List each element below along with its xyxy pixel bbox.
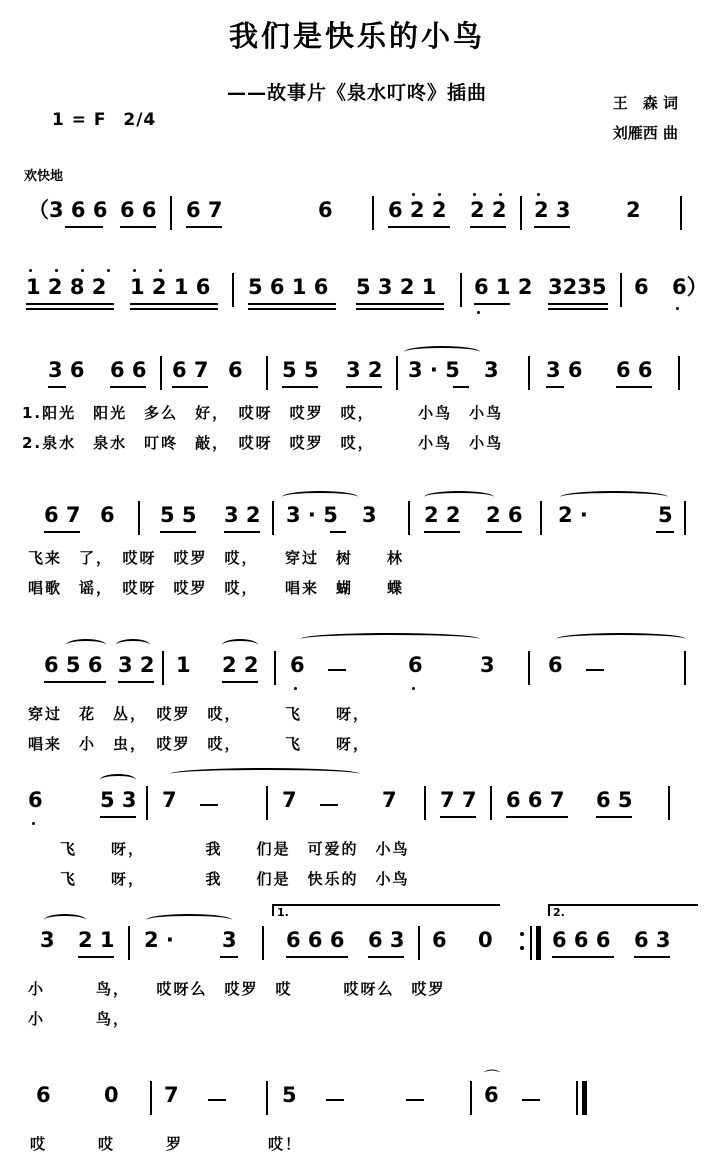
music-notes: 6 xyxy=(290,653,305,677)
music-notes: 3 2 xyxy=(224,503,261,527)
music-notes: 6 6 7 xyxy=(506,788,565,812)
music-notes: 3 xyxy=(362,503,377,527)
music-notes: 6 7 xyxy=(186,198,223,222)
first-ending-bracket xyxy=(272,904,500,919)
second-ending-bracket xyxy=(548,904,698,919)
music-notes: 7 xyxy=(282,788,297,812)
first-ending-label: 1. xyxy=(277,906,289,919)
lyric-line-2: 2.泉水 泉水 叮咚 敲， 哎呀 哎罗 哎， 小鸟 小鸟 xyxy=(22,434,504,452)
music-notes: 3 2 xyxy=(346,358,383,382)
system-verse-1 xyxy=(0,358,714,452)
music-notes: 6 2 2 xyxy=(388,198,447,222)
music-notes: 1 xyxy=(176,653,191,677)
lyric-line-1: 1.阳光 阳光 多么 好， 哎呀 哎罗 哎， 小鸟 小鸟 xyxy=(22,404,504,422)
music-notes: 6 3 xyxy=(634,928,671,952)
system-verse-2 xyxy=(0,503,714,597)
music-notes: 3 6 xyxy=(546,358,583,382)
music-notes: 5 6 1 6 xyxy=(248,275,329,299)
music-notes: 6 xyxy=(318,198,333,222)
lyric-line-2: 唱来 小 虫， 哎罗 哎， 飞 呀， xyxy=(28,735,371,753)
key-signature xyxy=(52,110,156,130)
music-notes: （3 6 6 xyxy=(28,198,108,222)
music-notes: 3 2 xyxy=(118,653,155,677)
lyric-line-1: 飞 呀， 我 们是 可爱的 小鸟 xyxy=(60,840,410,858)
music-notes: 6 xyxy=(36,1083,51,1107)
music-notes: 3 xyxy=(480,653,495,677)
music-notes: 7 7 xyxy=(440,788,477,812)
music-notes: 6 3 xyxy=(368,928,405,952)
music-notes: 6 7 xyxy=(44,503,81,527)
music-notes: 6 xyxy=(634,275,649,299)
music-notes: 3 xyxy=(40,928,55,952)
music-notes: 6 5 xyxy=(596,788,633,812)
lyric-line-1: 哎 哎 罗 哎！ xyxy=(30,1135,303,1153)
music-notes: 5 5 xyxy=(282,358,319,382)
music-notes: 2 1 xyxy=(78,928,115,952)
music-notes: 6 6 xyxy=(616,358,653,382)
music-notes: 6 1 2 xyxy=(474,275,533,299)
music-notes: 5 xyxy=(658,503,673,527)
music-notes: 6 xyxy=(408,653,423,677)
music-notes: 2 6 xyxy=(486,503,523,527)
music-notes: 6 6 6 xyxy=(286,928,345,952)
music-notes: 2 2 xyxy=(424,503,461,527)
music-notes: 0 xyxy=(104,1083,119,1107)
music-notes: 6 6 xyxy=(110,358,147,382)
music-notes: 1 2 8 2 xyxy=(26,275,107,299)
lyric-line-2: 唱歌 谣， 哎呀 哎罗 哎， 唱来 蝴 蝶 xyxy=(28,579,405,597)
music-notes: 2 2 xyxy=(222,653,259,677)
lyric-line-1: 飞来 了， 哎呀 哎罗 哎， 穿过 树 林 xyxy=(28,549,405,567)
music-notes: 7 xyxy=(164,1083,179,1107)
music-notes: 6 xyxy=(228,358,243,382)
music-notes: 5 3 2 1 xyxy=(356,275,437,299)
system-verse-5 xyxy=(0,906,714,1028)
second-ending-label: 2. xyxy=(553,906,565,919)
music-notes: 5 xyxy=(282,1083,297,1107)
lyric-line-1: 穿过 花 丛， 哎罗 哎， 飞 呀， xyxy=(28,705,371,723)
music-notes: 5 3 xyxy=(100,788,137,812)
system-verse-4 xyxy=(0,788,714,888)
music-notes: 2 · xyxy=(144,928,174,952)
music-notes: 6 6 6 xyxy=(552,928,611,952)
lyric-line-2: 飞 呀， 我 们是 快乐的 小鸟 xyxy=(60,870,410,888)
credit-composer: 刘雁西 曲 xyxy=(612,124,678,142)
music-notes: 2 xyxy=(626,198,641,222)
system-verse-6 xyxy=(0,1068,714,1153)
system-intro-1 xyxy=(0,198,714,222)
music-notes: 6 xyxy=(548,653,563,677)
music-notes: 0 xyxy=(478,928,493,952)
music-notes: 6 xyxy=(432,928,447,952)
music-notes: 6 7 xyxy=(172,358,209,382)
music-notes: 3 · 5 xyxy=(286,503,338,527)
music-notes: 2 2 xyxy=(470,198,507,222)
music-notes: 1 2 1 6 xyxy=(130,275,211,299)
music-notes: 6 xyxy=(28,788,43,812)
music-notes: 2 · xyxy=(558,503,588,527)
music-notes: 3 xyxy=(222,928,237,952)
credit-lyricist: 王 森 词 xyxy=(612,94,678,112)
key-signature-text: 1 = F xyxy=(52,110,107,130)
music-notes: 6 5 6 xyxy=(44,653,103,677)
system-intro-2 xyxy=(0,275,714,299)
lyric-line-1: 小 鸟， 哎呀么 哎罗 哎 哎呀么 哎罗 xyxy=(28,980,446,998)
tempo-marking: 欢快地 xyxy=(24,169,64,184)
music-notes: 2 3 xyxy=(534,198,571,222)
music-notes: 7 xyxy=(162,788,177,812)
music-notes: 5 5 xyxy=(160,503,197,527)
music-notes: 3 · 5 xyxy=(408,358,460,382)
music-notes: 6 xyxy=(484,1083,499,1107)
music-notes: 3235 xyxy=(548,275,607,299)
credits xyxy=(613,88,678,148)
subtitle: ——故事片《泉水叮咚》插曲 xyxy=(226,82,487,104)
fermata-icon: ⌒ xyxy=(484,1068,501,1087)
lyric-line-2: 小 鸟， xyxy=(28,1010,131,1028)
page-title: 我们是快乐的小鸟 xyxy=(228,19,485,53)
music-notes: 3 6 xyxy=(48,358,85,382)
music-notes: 6 xyxy=(100,503,115,527)
music-notes: 6 6 xyxy=(120,198,157,222)
music-notes: 3 xyxy=(484,358,499,382)
time-signature: 2/4 xyxy=(116,110,157,130)
system-verse-3 xyxy=(0,653,714,753)
music-notes: 7 xyxy=(382,788,397,812)
music-notes: 6） xyxy=(672,275,708,299)
